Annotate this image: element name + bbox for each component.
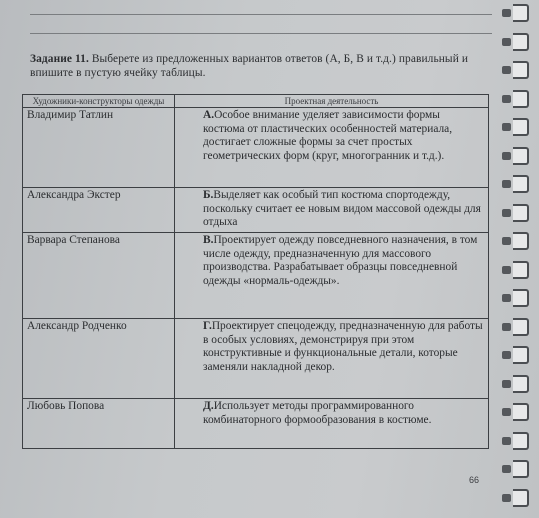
binding-hole [502,380,511,388]
option-letter: Д. [203,400,214,412]
binding-ring [513,204,529,222]
option-letter: Б. [203,189,214,201]
activity-text: Выделяет как особый тип костюма спортодежду, поскольку считает ее новым видом массовой одежды для отдыха [203,189,481,229]
binding-hole [502,494,511,502]
binding-ring [513,403,529,421]
task-label: Задание 11. [30,53,89,65]
binding-ring [513,489,529,507]
answer-table [22,94,489,449]
binding-ring [513,232,529,250]
binding-ring [513,175,529,193]
binding-ring [513,375,529,393]
binding-hole [502,408,511,416]
binding-ring [513,33,529,51]
binding-ring [513,318,529,336]
binding-ring [513,460,529,478]
binding-hole [502,351,511,359]
binding-hole [502,437,511,445]
table-row [23,188,489,233]
table-row [23,399,489,449]
binding-ring [513,147,529,165]
option-letter: Г. [203,320,212,332]
activity-cell [175,188,489,233]
activity-cell [175,108,489,188]
designer-name: Владимир Татлин [23,108,175,188]
binding-hole [502,237,511,245]
option-letter: А. [203,109,215,121]
binding-hole [502,123,511,131]
binding-ring [513,261,529,279]
designer-name: Варвара Степанова [23,233,175,319]
designer-name: Любовь Попова [23,399,175,449]
task-text [30,52,500,80]
table-row [23,108,489,188]
designer-name: Александра Экстер [23,188,175,233]
binding-ring [513,4,529,22]
table-header-row [23,95,489,108]
binding-ring [513,61,529,79]
activity-text: Проектирует одежду повседневного назначения, в том числе одежду, предназначенную для массового производства. Разрабатывает образцы повседневной одежды «нормаль-одежды». [203,234,478,287]
binding-ring [513,432,529,450]
table-row [23,319,489,399]
binding-ring [513,90,529,108]
page-rule-second [30,33,492,34]
binding-hole [502,266,511,274]
binding-hole [502,294,511,302]
binding-hole [502,465,511,473]
binding-hole [502,180,511,188]
binding-hole [502,95,511,103]
page-rule-top [30,14,492,15]
activity-text: Использует методы программированного комбинаторного формообразования в костюме. [203,400,432,426]
binding-hole [502,66,511,74]
activity-cell [175,233,489,319]
activity-cell [175,319,489,399]
header-activity: Проектная деятельность [175,95,489,108]
binding-hole [502,209,511,217]
activity-text: Проектирует спецодежду, предназначенную для работы в особых условиях, демонстрируя при этом конструктивные и функциональные детали, которые заменяли накладной декор. [203,320,483,373]
binding-hole [502,9,511,17]
activity-text: Особое внимание уделяет зависимости формы костюма от пластических особенностей материала, достигает сложные формы за счет простых геометрических форм (круг, многогранник и т.д.). [203,109,453,162]
activity-cell [175,399,489,449]
header-designers: Художники-конструкторы одежды [23,95,175,108]
option-letter: В. [203,234,214,246]
binding-ring [513,346,529,364]
page-number: 66 [469,475,480,485]
binding-hole [502,152,511,160]
binding-hole [502,38,511,46]
task-instruction: Выберете из предложенных вариантов ответов (А, Б, В и т.д.) правильный и впишите в пустую ячейку таблицы. [30,53,469,79]
binding-ring [513,118,529,136]
binding-ring [513,289,529,307]
table-row [23,233,489,319]
binding-hole [502,323,511,331]
designer-name: Александр Родченко [23,319,175,399]
